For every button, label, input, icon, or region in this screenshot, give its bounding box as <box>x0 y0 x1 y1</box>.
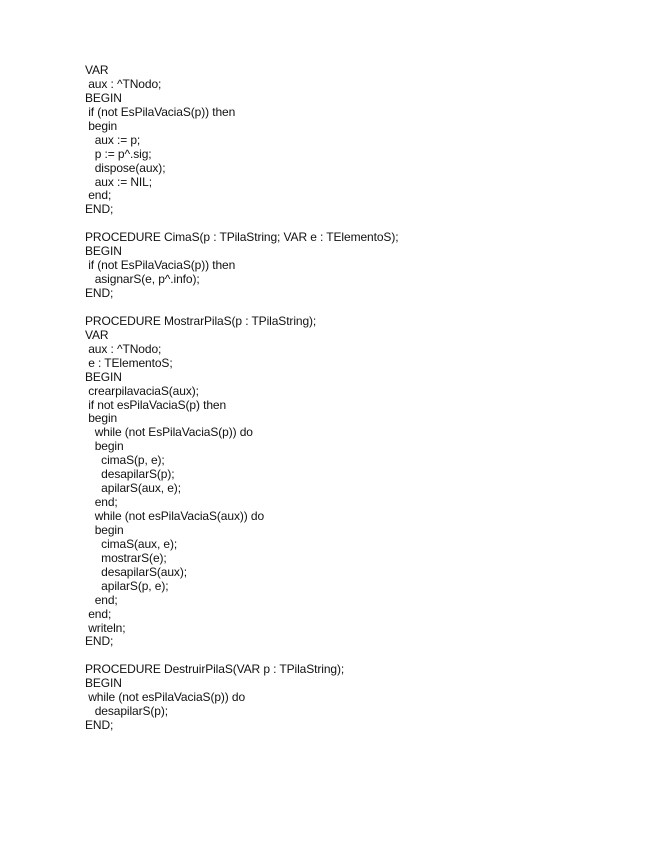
code-line: PROCEDURE CimaS(p : TPilaString; VAR e : TElementoS); <box>85 230 399 245</box>
code-line: end; <box>85 592 118 607</box>
code-line: END; <box>85 718 114 733</box>
code-line <box>85 301 398 315</box>
code-line: p := p^.sig; <box>85 146 152 161</box>
code-line: aux : ^TNodo; <box>85 341 162 356</box>
code-line: apilarS(aux, e); <box>85 481 181 496</box>
code-line: end; <box>85 495 118 510</box>
code-line: end; <box>85 188 112 203</box>
code-line: while (not esPilaVaciaS(p)) do <box>85 690 246 705</box>
code-line: writeln; <box>85 620 126 635</box>
code-line <box>85 649 398 663</box>
code-line: if (not EsPilaVaciaS(p)) then <box>85 104 236 119</box>
code-line: dispose(aux); <box>85 160 166 175</box>
code-line: desapilarS(p); <box>85 704 169 719</box>
code-listing <box>85 64 398 733</box>
code-line: VAR <box>85 63 109 77</box>
code-line: e : TElementoS; <box>85 355 173 370</box>
code-line: cimaS(aux, e); <box>85 536 178 551</box>
code-line: BEGIN <box>85 244 122 259</box>
code-line: end; <box>85 606 112 621</box>
code-line: desapilarS(aux); <box>85 564 187 579</box>
code-line: begin <box>85 439 124 454</box>
code-line: END; <box>85 286 114 300</box>
code-line: mostrarS(e); <box>85 550 167 565</box>
code-line: begin <box>85 118 118 133</box>
code-line: while (not esPilaVaciaS(aux)) do <box>85 509 265 523</box>
code-line: aux : ^TNodo; <box>85 76 162 91</box>
code-line: END; <box>85 202 114 217</box>
code-line: crearpilavaciaS(aux); <box>85 383 199 398</box>
code-line: while (not EsPilaVaciaS(p)) do <box>85 425 253 440</box>
code-line: apilarS(p, e); <box>85 578 169 593</box>
code-line: begin <box>85 522 124 537</box>
code-line: cimaS(p, e); <box>85 453 165 468</box>
code-line: BEGIN <box>85 369 122 384</box>
code-line: asignarS(e, p^.info); <box>85 272 200 287</box>
code-line: if not esPilaVaciaS(p) then <box>85 397 227 412</box>
code-line: aux := NIL; <box>85 174 152 189</box>
code-line: END; <box>85 634 114 649</box>
code-line: begin <box>85 411 118 426</box>
code-line: PROCEDURE MostrarPilaS(p : TPilaString); <box>85 313 317 328</box>
code-line: if (not EsPilaVaciaS(p)) then <box>85 258 236 273</box>
code-line: BEGIN <box>85 676 122 691</box>
code-line: desapilarS(p); <box>85 467 175 482</box>
code-line: BEGIN <box>85 90 122 105</box>
code-line: PROCEDURE DestruirPilaS(VAR p : TPilaString); <box>85 662 345 677</box>
code-line: VAR <box>85 327 109 342</box>
code-line: aux := p; <box>85 132 141 147</box>
code-line <box>85 217 398 231</box>
